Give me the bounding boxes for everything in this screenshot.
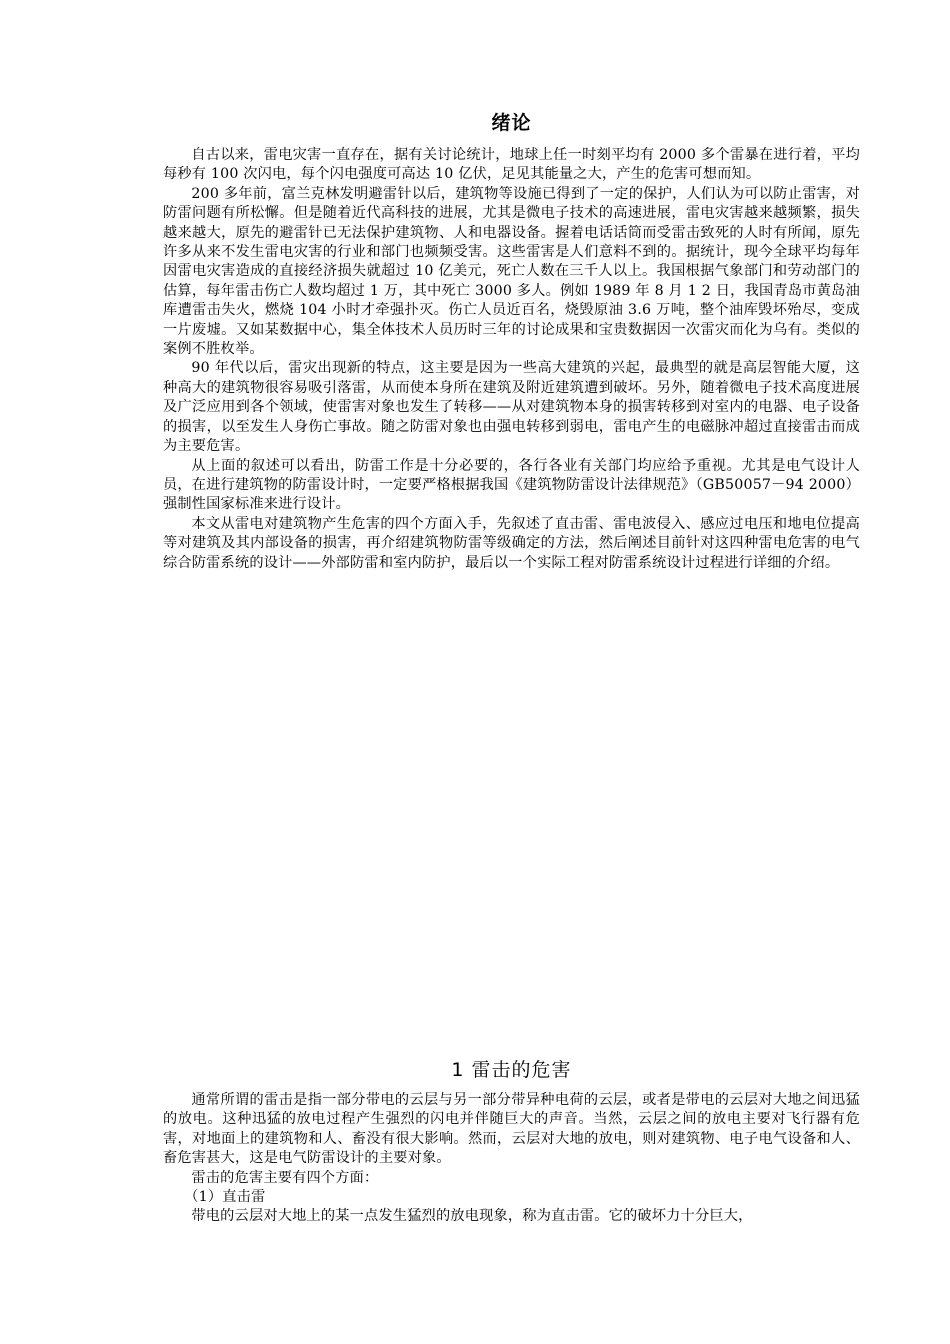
chapter-1-subheading-direct-lightning: （1）直击雷 <box>184 1189 266 1206</box>
chapter-1-heading: 1 雷击的危害 <box>451 1059 572 1081</box>
intro-paragraph-5: 本文从雷电对建筑物产生危害的四个方面入手，先叙述了直击雷、雷电波侵入、感应过电压和地电位提高等对建筑及其内部设备的损害，再介绍建筑物防雷等级确定的方法，然后阐述目前针对这四种雷电危害的电气综合防雷系统的设计——外部防雷和室内防护，最后以一个实际工程对防雷系统设计过程进行详细的介绍。 <box>163 515 860 571</box>
intro-paragraph-1: 自古以来，雷电灾害一直存在，据有关讨论统计，地球上任一时刻平均有 2000 多个雷暴在进行着，平均每秒有 100 次闪电，每个闪电强度可高达 10 亿伏，足见其能量之大，产生的危害可想而知。 <box>163 147 860 183</box>
chapter-1-paragraph-1: 通常所谓的雷击是指一部分带电的云层与另一部分带异种电荷的云层，或者是带电的云层对大地之间迅猛的放电。这种迅猛的放电过程产生强烈的闪电并伴随巨大的声音。当然，云层之间的放电主要对飞行器有危害，对地面上的建筑物和人、畜没有很大影响。然而，云层对大地的放电，则对建筑物、电子电气设备和人、畜危害甚大，这是电气防雷设计的主要对象。 <box>163 1092 860 1167</box>
chapter-1-paragraph-3: 带电的云层对大地上的某一点发生猛烈的放电现象，称为直击雷。它的破坏力十分巨大， <box>191 1208 753 1225</box>
intro-paragraph-4: 从上面的叙述可以看出，防雷工作是十分必要的，各行各业有关部门均应给予重视。尤其是电气设计人员，在进行建筑物的防雷设计时，一定要严格根据我国《建筑物防雷设计法律规范》（GB50057－94 2000）强制性国家标准来进行设计。 <box>163 457 860 513</box>
intro-paragraph-2: 200 多年前，富兰克林发明避雷针以后，建筑物等设施已得到了一定的保护，人们认为可以防止雷害，对防雷问题有所松懈。但是随着近代高科技的进展，尤其是微电子技术的高速进展，雷电灾害越来越频繁，损失越来越大，原先的避雷针已无法保护建筑物、人和电器设备。握着电话话筒而受雷击致死的人时有所闻，原先许多从来不发生雷电灾害的行业和部门也频频受害。这些雷害是人们意料不到的。据统计，现今全球平均每年因雷电灾害造成的直接经济损失就超过 10 亿美元，死亡人数在三千人以上。我国根据气象部门和劳动部门的估算，每年雷击伤亡人数均超过 1 万，其中死亡 3000 多人。例如 1989 年 8 月 1 2 日，我国青岛市黄岛油库遭雷击失火，燃烧 104 小时才牵强扑灭。伤亡人员近百名，烧毁原油 3.6 万吨，整个油库毁坏殆尽，变成一片废墟。又如某数据中心，集全体技术人员历时三年的讨论成果和宝贵数据因一次雷灾而化为乌有。类似的案例不胜枚举。 <box>163 185 860 358</box>
introduction-section <box>163 108 860 573</box>
intro-paragraph-3: 90 年代以后，雷灾出现新的特点，这主要是因为一些高大建筑的兴起，最典型的就是高层智能大厦，这种高大的建筑物很容易吸引落雷，从而使本身所在建筑及附近建筑遭到破坏。另外，随着微电子技术高度进展及广泛应用到各个领域，使雷害对象也发生了转移——从对建筑物本身的损害转移到对室内的电器、电子设备的损害，以至发生人身伤亡事故。随之防雷对象也由强电转移到弱电，雷电产生的电磁脉冲超过直接雷击而成为主要危害。 <box>163 360 860 455</box>
chapter-1-paragraph-2: 雷击的危害主要有四个方面： <box>191 1169 379 1186</box>
introduction-heading: 绪论 <box>491 112 532 134</box>
chapter-1-section <box>163 1055 860 1227</box>
